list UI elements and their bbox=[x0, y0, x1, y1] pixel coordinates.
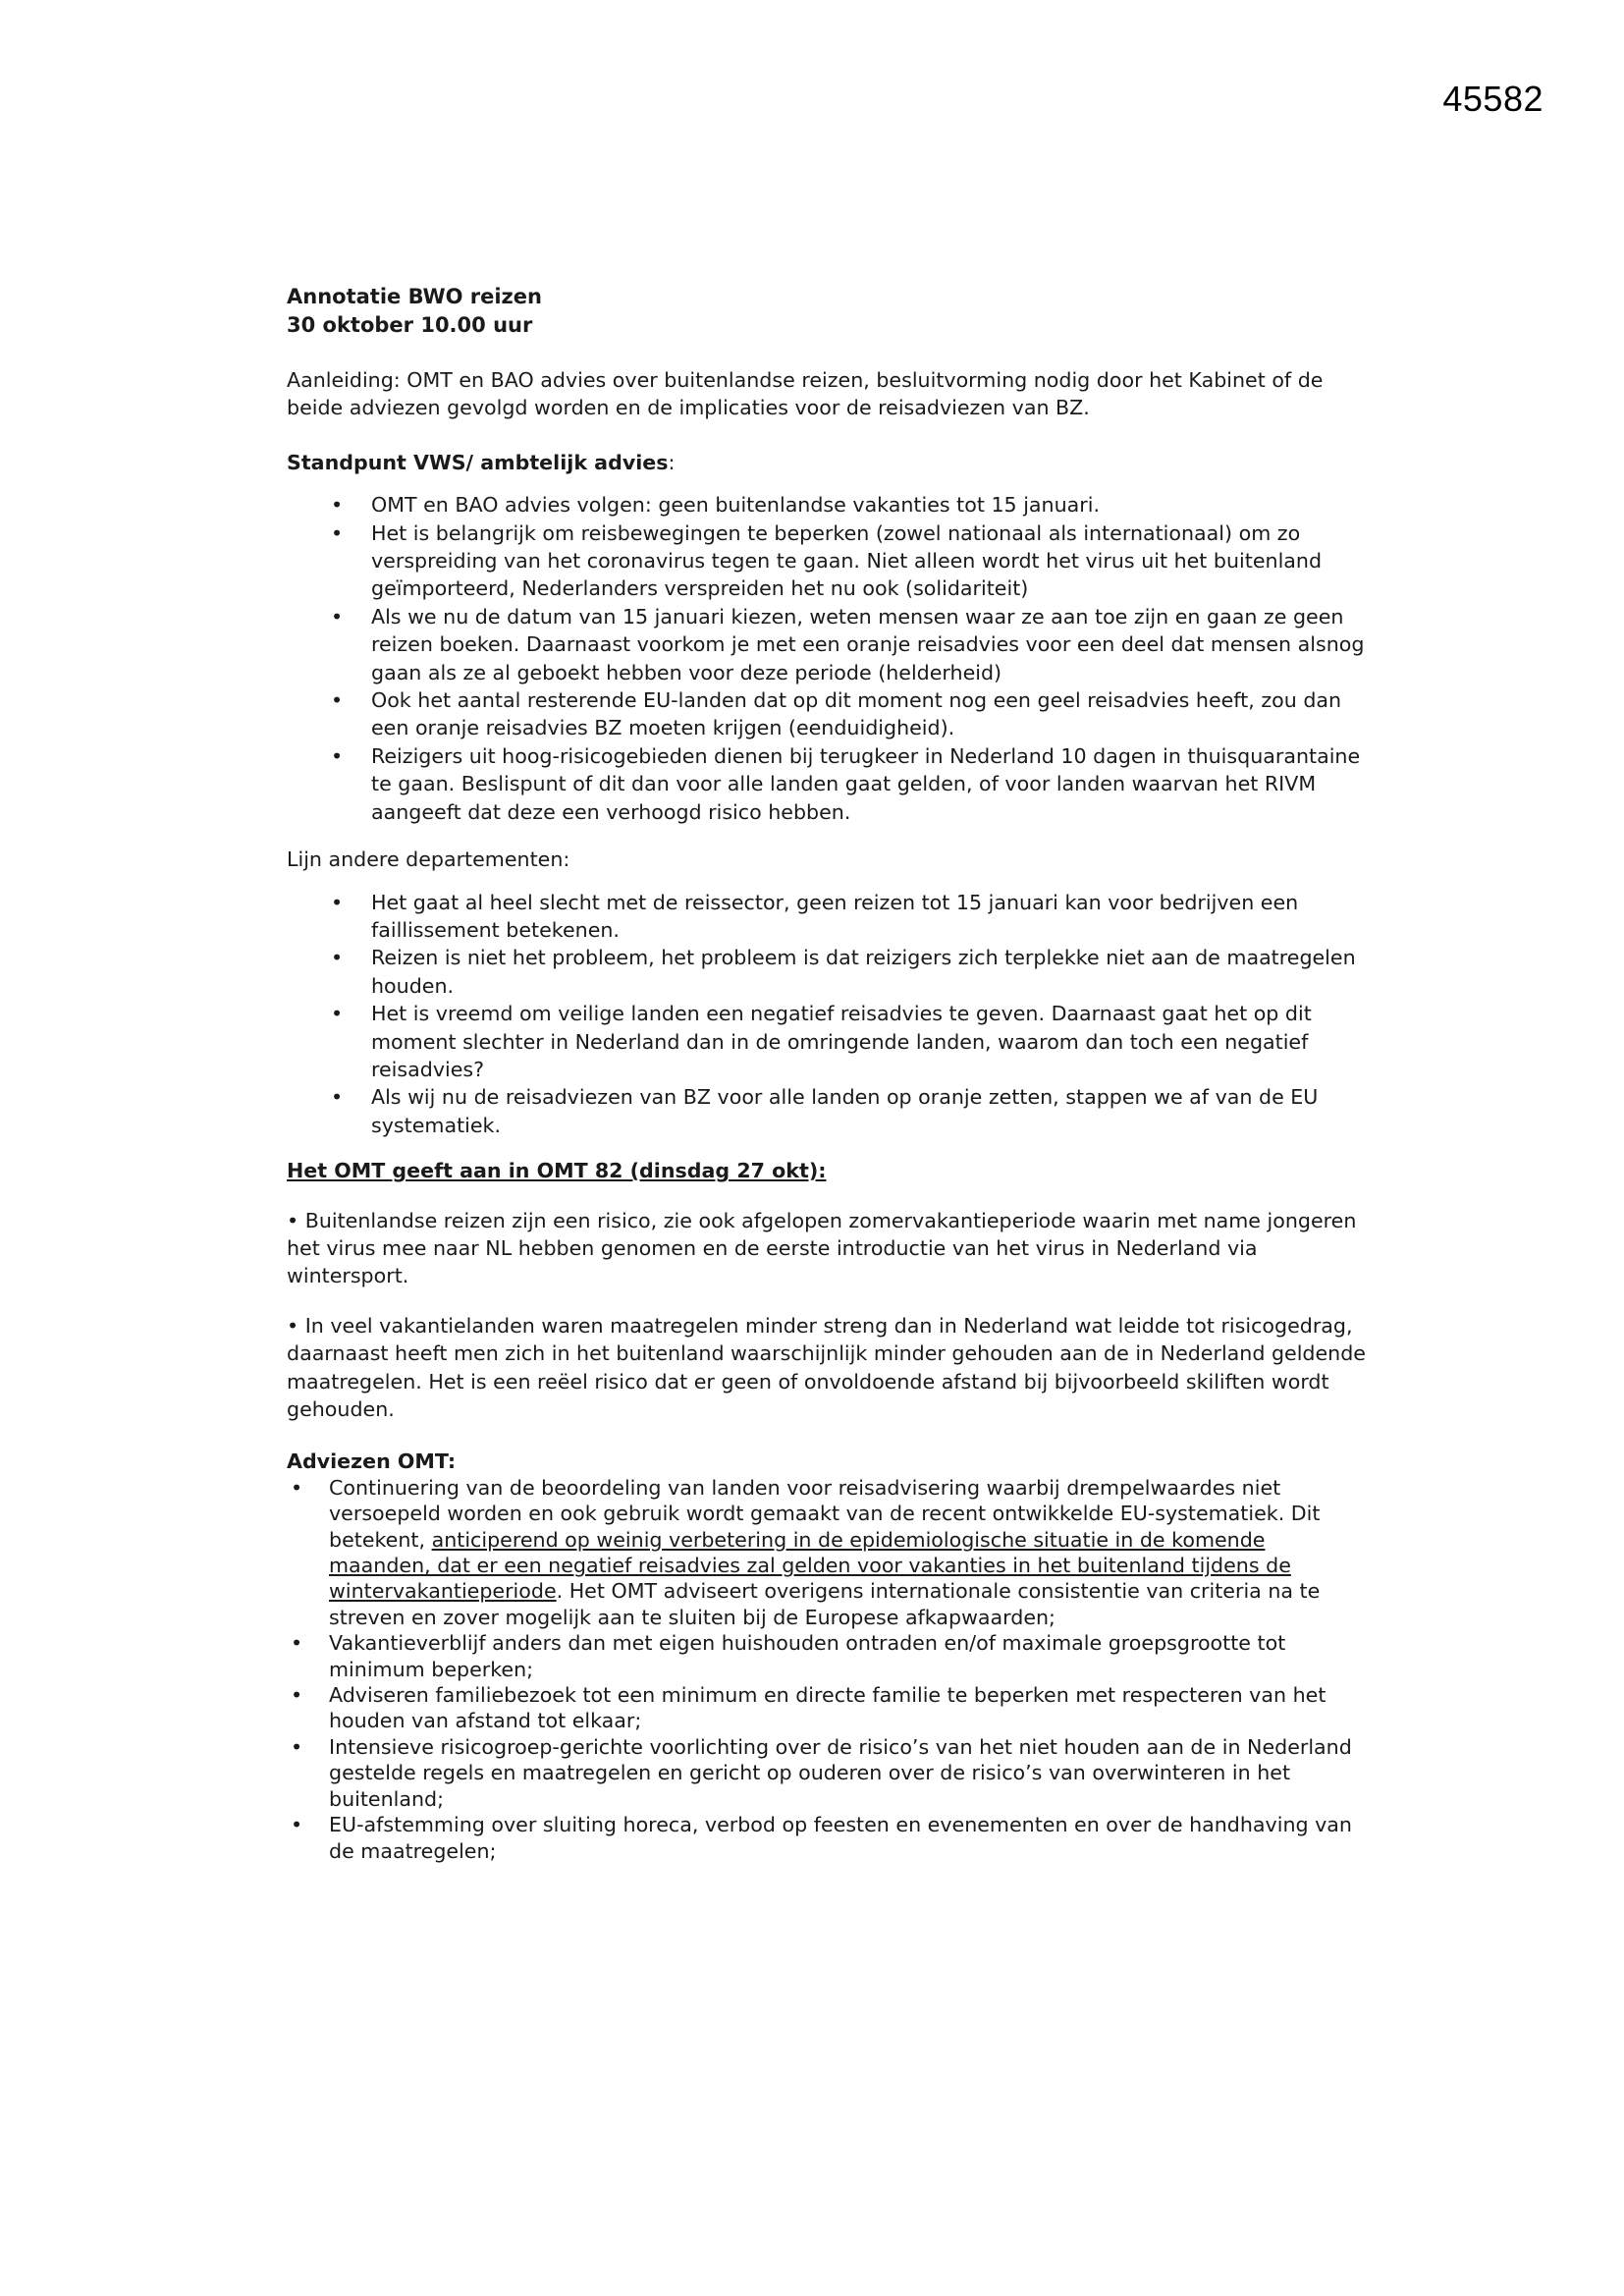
list-item: • Vakantieverblijf anders dan met eigen huishouden ontraden en/of maximale groepsgrootte tot minimum beperken; bbox=[287, 1630, 1367, 1682]
standpunt-heading-colon: : bbox=[668, 450, 676, 474]
advice-text: . Het OMT adviseert overigens internationale consistentie van criteria na te streven en zover mogelijk aan te sluiten bij de Europese afkapwaarden; bbox=[329, 1579, 1321, 1629]
document-title: Annotatie BWO reizen bbox=[287, 285, 542, 308]
standpunt-heading-text: Standpunt VWS/ ambtelijk advies bbox=[287, 450, 669, 474]
list-item: • Het is belangrijk om reisbewegingen te beperken (zowel nationaal als internationaal) om zo verspreiding van het coronavirus tegen te gaan. Niet alleen wordt het virus uit het buitenland geïmporteerd, Nederlanders verspreiden het nu ook (solidariteit) bbox=[287, 519, 1367, 603]
advice-underlined-text: anticiperend op weinig verbetering in de epidemiologische situatie in de komende maanden, dat er een negatief reisadvies zal gelden voor vakanties in het buitenland tijdens de wintervakantieperiode bbox=[329, 1527, 1291, 1604]
list-item: • Het is vreemd om veilige landen een negatief reisadvies te geven. Daarnaast gaat het op dit moment slechter in Nederland dan in de omringende landen, waarom dan toch een negatief reisadvies? bbox=[287, 1000, 1367, 1083]
list-item: • Intensieve risicogroep-gerichte voorlichting over de risico’s van het niet houden aan de in Nederland gestelde regels en maatregelen en gericht op ouderen over de risico’s van overwinteren in het buitenland; bbox=[287, 1734, 1367, 1812]
list-item: • EU-afstemming over sluiting horeca, verbod op feesten en evenementen en over de handhaving van de maatregelen; bbox=[287, 1812, 1367, 1864]
list-item: • Ook het aantal resterende EU-landen dat op dit moment nog een geel reisadvies heeft, zou dan een oranje reisadvies BZ moeten krijgen (eenduidigheid). bbox=[287, 686, 1367, 742]
list-item: • Reizigers uit hoog-risicogebieden dienen bij terugkeer in Nederland 10 dagen in thuisquarantaine te gaan. Beslispunt of dit dan voor alle landen gaat gelden, of voor landen waarvan het RIVM aangeeft dat deze een verhoogd risico hebben. bbox=[287, 742, 1367, 826]
page-number: 45582 bbox=[1442, 79, 1543, 119]
list-item bbox=[287, 1475, 1367, 1630]
document-date: 30 oktober 10.00 uur bbox=[287, 313, 533, 337]
omt-paragraph-1: • Buitenlandse reizen zijn een risico, zie ook afgelopen zomervakantieperiode waarin met name jongeren het virus mee naar NL hebben genomen en de eerste introductie van het virus in Nederland via wintersport. bbox=[287, 1208, 1357, 1288]
list-item: • OMT en BAO advies volgen: geen buitenlandse vakanties tot 15 januari. bbox=[287, 491, 1367, 519]
adviezen-heading: Adviezen OMT: bbox=[287, 1449, 457, 1474]
list-item: • Als wij nu de reisadviezen van BZ voor alle landen op oranje zetten, stappen we af van de EU systematiek. bbox=[287, 1083, 1367, 1139]
list-item: • Als we nu de datum van 15 januari kiezen, weten mensen waar ze aan toe zijn en gaan ze geen reizen boeken. Daarnaast voorkom je met een oranje reisadvies voor een deel dat mensen alsnog gaan als ze al geboekt hebben voor deze periode (helderheid) bbox=[287, 603, 1367, 686]
lijn-list bbox=[287, 889, 1367, 1140]
adviezen-list bbox=[287, 1475, 1367, 1864]
omt-heading: Het OMT geeft aan in OMT 82 (dinsdag 27 okt): bbox=[287, 1159, 827, 1183]
aanleiding-paragraph: Aanleiding: OMT en BAO advies over buitenlandse reizen, besluitvorming nodig door het Kabinet of de beide adviezen gevolgd worden en de implicaties voor de reisadviezen van BZ. bbox=[287, 368, 1324, 420]
advice-text: Continuering van de beoordeling van landen voor reisadvisering waarbij drempelwaardes niet versoepeld worden en ook gebruik wordt gemaakt van de recent ontwikkelde EU-systematiek. Dit betekent, bbox=[329, 1475, 1321, 1552]
omt-paragraph-2: • In veel vakantielanden waren maatregelen minder streng dan in Nederland wat leidde tot risicogedrag, daarnaast heeft men zich in het buitenland waarschijnlijk minder gehouden aan de in Nederland geldende maatregelen. Het is een reëel risico dat er geen of onvoldoende afstand bij bijvoorbeeld skiliften wordt gehouden. bbox=[287, 1313, 1366, 1421]
standpunt-list bbox=[287, 491, 1367, 826]
list-item: • Reizen is niet het probleem, het probleem is dat reizigers zich terplekke niet aan de maatregelen houden. bbox=[287, 944, 1367, 1000]
list-item: • Het gaat al heel slecht met de reissector, geen reizen tot 15 januari kan voor bedrijven een faillissement betekenen. bbox=[287, 889, 1367, 945]
lijn-heading: Lijn andere departementen: bbox=[287, 847, 570, 872]
adviezen-section bbox=[287, 1449, 1367, 1864]
list-item: • Adviseren familiebezoek tot een minimum en directe familie te beperken met respecteren van het houden van afstand tot elkaar; bbox=[287, 1682, 1367, 1734]
document-body bbox=[287, 283, 1367, 1864]
standpunt-heading bbox=[287, 449, 1367, 476]
